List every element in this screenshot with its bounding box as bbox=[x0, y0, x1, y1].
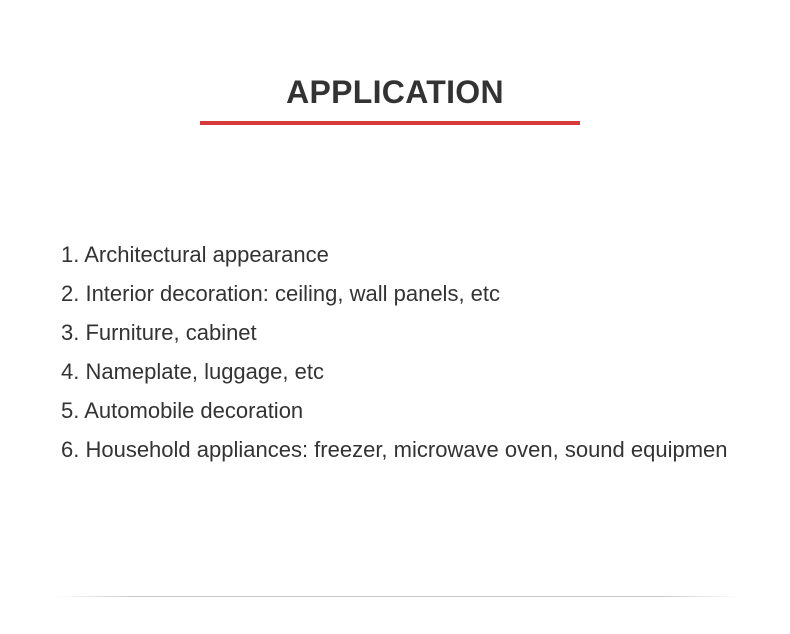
title-wrap bbox=[0, 70, 790, 114]
list-item: 4. Nameplate, luggage, etc bbox=[61, 359, 324, 384]
list-item: 2. Interior decoration: ceiling, wall panels, etc bbox=[61, 281, 501, 306]
list-item: 3. Furniture, cabinet bbox=[61, 320, 257, 345]
title-underline bbox=[200, 121, 580, 125]
list-item: 1. Architectural appearance bbox=[61, 242, 329, 267]
bottom-divider bbox=[55, 596, 740, 597]
application-list bbox=[61, 235, 781, 469]
list-item: 5. Automobile decoration bbox=[61, 398, 304, 423]
section-title: APPLICATION bbox=[286, 74, 504, 110]
list-item: 6. Household appliances: freezer, microwave oven, sound equipmen bbox=[61, 437, 728, 462]
